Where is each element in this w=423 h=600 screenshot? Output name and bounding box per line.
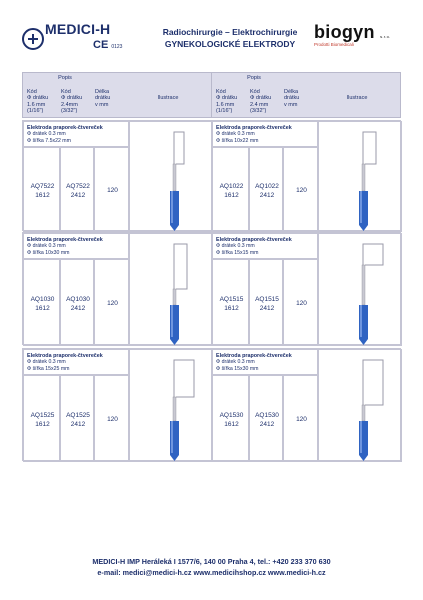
header-line: Kód xyxy=(61,89,71,95)
code-cell xyxy=(212,147,249,232)
product-name: Elektroda praporek-čtvereček xyxy=(216,237,292,243)
code-cell xyxy=(23,259,60,346)
product-size: Φ šířka 10x30 mm xyxy=(27,249,70,256)
wire-loop xyxy=(363,360,383,407)
code-part: 1612 xyxy=(35,304,50,312)
ce-label: CE xyxy=(93,39,109,51)
electrode-stem xyxy=(362,265,365,305)
product-code xyxy=(24,182,61,200)
header-line: (3/32") xyxy=(250,108,267,115)
product-wire: Φ drátek 0.3 mm xyxy=(27,359,66,366)
product-description xyxy=(27,353,103,372)
header-line: (1/16") xyxy=(216,108,233,115)
length-cell xyxy=(94,375,129,462)
popis-label: Popis xyxy=(58,75,72,81)
product-code xyxy=(61,182,95,200)
description-cell xyxy=(23,233,129,259)
header-line: drátku xyxy=(284,95,300,102)
code-part: AQ1515 xyxy=(255,295,279,303)
electrode-stem xyxy=(173,397,176,421)
wire-loop xyxy=(174,360,194,399)
product-code xyxy=(213,411,250,429)
partner-suffix: s.r.o. xyxy=(380,34,391,39)
product-name: Elektroda praporek-čtvereček xyxy=(27,125,103,131)
product-code xyxy=(250,295,284,313)
medici-h-logo xyxy=(22,22,132,62)
header-line: Φ drátku xyxy=(61,95,83,102)
code-part: AQ1525 xyxy=(30,411,55,419)
code-part: 1612 xyxy=(35,420,50,428)
wire-length: 120 xyxy=(107,415,118,423)
biogyn-logo xyxy=(314,22,404,60)
header-line: 2.4 mm xyxy=(250,101,269,108)
code-cell xyxy=(249,259,283,346)
product-block xyxy=(211,348,401,461)
header-line: (1/16") xyxy=(27,108,44,115)
page-title xyxy=(130,26,330,50)
header-line: Kód xyxy=(216,89,226,95)
header-line: drátku xyxy=(95,95,111,102)
product-size: Φ šířka 10x22 mm xyxy=(216,137,259,144)
wire-length: 120 xyxy=(296,415,307,423)
code-part: 1612 xyxy=(224,304,239,312)
electrode-stem xyxy=(173,164,176,191)
electrode-stem xyxy=(362,405,365,421)
product-code xyxy=(213,182,250,200)
wire-loop xyxy=(363,244,383,267)
electrode-illustration xyxy=(319,234,403,347)
code-part: 1612 xyxy=(224,420,239,428)
wire-loop xyxy=(174,244,187,291)
illustration-cell xyxy=(129,121,213,232)
wire-length: 120 xyxy=(296,299,307,307)
footer xyxy=(0,556,423,578)
illustration-cell xyxy=(129,233,213,346)
description-cell xyxy=(212,121,318,147)
product-wire: Φ drátek 0.3 mm xyxy=(216,243,255,250)
product-name: Elektroda praporek-čtvereček xyxy=(216,125,292,131)
title-line-1: Radiochirurgie – Elektrochirurgie xyxy=(162,27,298,37)
product-name: Elektroda praporek-čtvereček xyxy=(216,353,292,359)
ilustrace-label: Ilustrace xyxy=(346,95,368,101)
code-part: AQ1022 xyxy=(255,182,279,190)
header-column xyxy=(284,89,299,108)
header-line: Φ drátku xyxy=(27,95,49,102)
code-cell xyxy=(60,375,94,462)
illustration-cell xyxy=(318,233,402,346)
code-cell xyxy=(212,375,249,462)
product-block xyxy=(22,232,212,345)
code-part: 2412 xyxy=(259,420,275,428)
product-size: Φ šířka 15x15 mm xyxy=(216,249,259,256)
partner-subtitle: Prodotti Biomedicali xyxy=(314,42,354,47)
length-cell xyxy=(94,259,129,346)
product-code xyxy=(61,411,95,429)
header-line: 2.4mm xyxy=(61,101,78,108)
length-cell xyxy=(283,375,318,462)
shaft-highlight xyxy=(171,421,173,453)
product-name: Elektroda praporek-čtvereček xyxy=(27,353,103,359)
length-cell xyxy=(94,147,129,232)
product-description xyxy=(27,125,103,144)
product-code xyxy=(250,182,284,200)
header-line: Délka xyxy=(95,89,110,95)
product-code xyxy=(213,295,250,313)
shaft-highlight xyxy=(360,191,362,223)
electrode-illustration xyxy=(130,234,214,347)
popis-label: Popis xyxy=(247,75,261,81)
product-code xyxy=(61,295,95,313)
product-code xyxy=(24,295,61,313)
product-description xyxy=(216,353,292,372)
header-column xyxy=(250,89,271,115)
ce-number: 0123 xyxy=(111,44,123,50)
partner-name: biogyn xyxy=(314,22,375,42)
header-line: Φ drátku xyxy=(216,95,238,102)
product-size: Φ šířka 15x25 mm xyxy=(27,365,70,372)
title-line-2: GYNEKOLOGICKÉ ELEKTRODY xyxy=(164,39,296,49)
description-cell xyxy=(212,349,318,375)
description-cell xyxy=(23,121,129,147)
code-part: AQ1515 xyxy=(219,295,244,303)
product-block xyxy=(22,120,212,231)
ilustrace-label: Ilustrace xyxy=(157,95,179,101)
header-line: v mm xyxy=(95,101,109,108)
length-cell xyxy=(283,259,318,346)
product-size: Φ šířka 7.5x22 mm xyxy=(27,137,71,144)
product-code xyxy=(250,411,284,429)
plus-circle-icon xyxy=(22,28,44,50)
code-part: 2412 xyxy=(70,420,86,428)
code-part: AQ1030 xyxy=(30,295,55,303)
product-description xyxy=(216,125,292,144)
product-wire: Φ drátek 0.3 mm xyxy=(216,131,255,138)
header-column xyxy=(95,89,110,108)
product-wire: Φ drátek 0.3 mm xyxy=(27,131,66,138)
header-line: v mm xyxy=(284,101,298,108)
ce-mark xyxy=(93,39,122,51)
electrode-illustration xyxy=(319,350,403,463)
code-part: AQ7522 xyxy=(66,182,90,190)
table-header-1 xyxy=(22,72,212,118)
wire-length: 120 xyxy=(107,299,118,307)
header-line: Φ drátku xyxy=(250,95,272,102)
code-part: AQ7522 xyxy=(30,182,55,190)
shaft-highlight xyxy=(360,305,362,337)
electrode-stem xyxy=(362,164,365,191)
electrode-illustration xyxy=(130,350,214,463)
code-part: 2412 xyxy=(259,191,275,199)
illustration-cell xyxy=(318,121,402,232)
code-part: 2412 xyxy=(70,191,86,199)
description-cell xyxy=(212,233,318,259)
table-header-2 xyxy=(211,72,401,118)
header-line: (3/32") xyxy=(61,108,78,115)
header-line: 1.6 mm xyxy=(27,101,46,108)
brand-name: MEDICI-H xyxy=(45,21,111,37)
code-cell xyxy=(23,375,60,462)
wire-length: 120 xyxy=(296,186,307,194)
header-line: Délka xyxy=(284,89,299,95)
code-part: 2412 xyxy=(259,304,275,312)
length-cell xyxy=(283,147,318,232)
header-line: Kód xyxy=(27,89,37,95)
page-header xyxy=(0,0,423,68)
wire-length: 120 xyxy=(107,186,118,194)
code-part: 1612 xyxy=(35,191,50,199)
code-part: 1612 xyxy=(224,191,239,199)
code-cell xyxy=(249,147,283,232)
code-part: AQ1525 xyxy=(66,411,90,419)
code-part: AQ1530 xyxy=(255,411,279,419)
header-column xyxy=(27,89,48,115)
code-cell xyxy=(60,259,94,346)
code-part: AQ1530 xyxy=(219,411,244,419)
electrode-illustration xyxy=(130,122,214,233)
illustration-cell xyxy=(318,349,402,462)
illustration-cell xyxy=(129,349,213,462)
shaft-highlight xyxy=(360,421,362,453)
product-size: Φ šířka 15x30 mm xyxy=(216,365,259,372)
product-wire: Φ drátek 0.3 mm xyxy=(216,359,255,366)
code-part: AQ1022 xyxy=(219,182,244,190)
header-column xyxy=(61,89,82,115)
header-line: Kód xyxy=(250,89,260,95)
code-cell xyxy=(60,147,94,232)
product-code xyxy=(24,411,61,429)
product-block xyxy=(22,348,212,461)
footer-contacts: e-mail: medici@medici-h.cz www.medicihshop.cz www.medici-h.cz xyxy=(97,568,326,577)
product-name: Elektroda praporek-čtvereček xyxy=(27,237,103,243)
product-block xyxy=(211,120,401,231)
code-part: AQ1030 xyxy=(66,295,90,303)
shaft-highlight xyxy=(171,191,173,223)
code-cell xyxy=(249,375,283,462)
electrode-stem xyxy=(173,289,176,305)
product-wire: Φ drátek 0.3 mm xyxy=(27,243,66,250)
code-cell xyxy=(212,259,249,346)
product-description xyxy=(216,237,292,256)
code-cell xyxy=(23,147,60,232)
description-cell xyxy=(23,349,129,375)
header-column xyxy=(216,89,237,115)
product-block xyxy=(211,232,401,345)
header-line: 1.6 mm xyxy=(216,101,235,108)
shaft-highlight xyxy=(171,305,173,337)
code-part: 2412 xyxy=(70,304,86,312)
wire-loop xyxy=(174,132,184,166)
wire-loop xyxy=(363,132,376,166)
product-description xyxy=(27,237,103,256)
footer-address: MEDICI-H IMP Heráleká I 1577/6, 140 00 Praha 4, tel.: +420 233 370 630 xyxy=(92,557,331,566)
electrode-illustration xyxy=(319,122,403,233)
